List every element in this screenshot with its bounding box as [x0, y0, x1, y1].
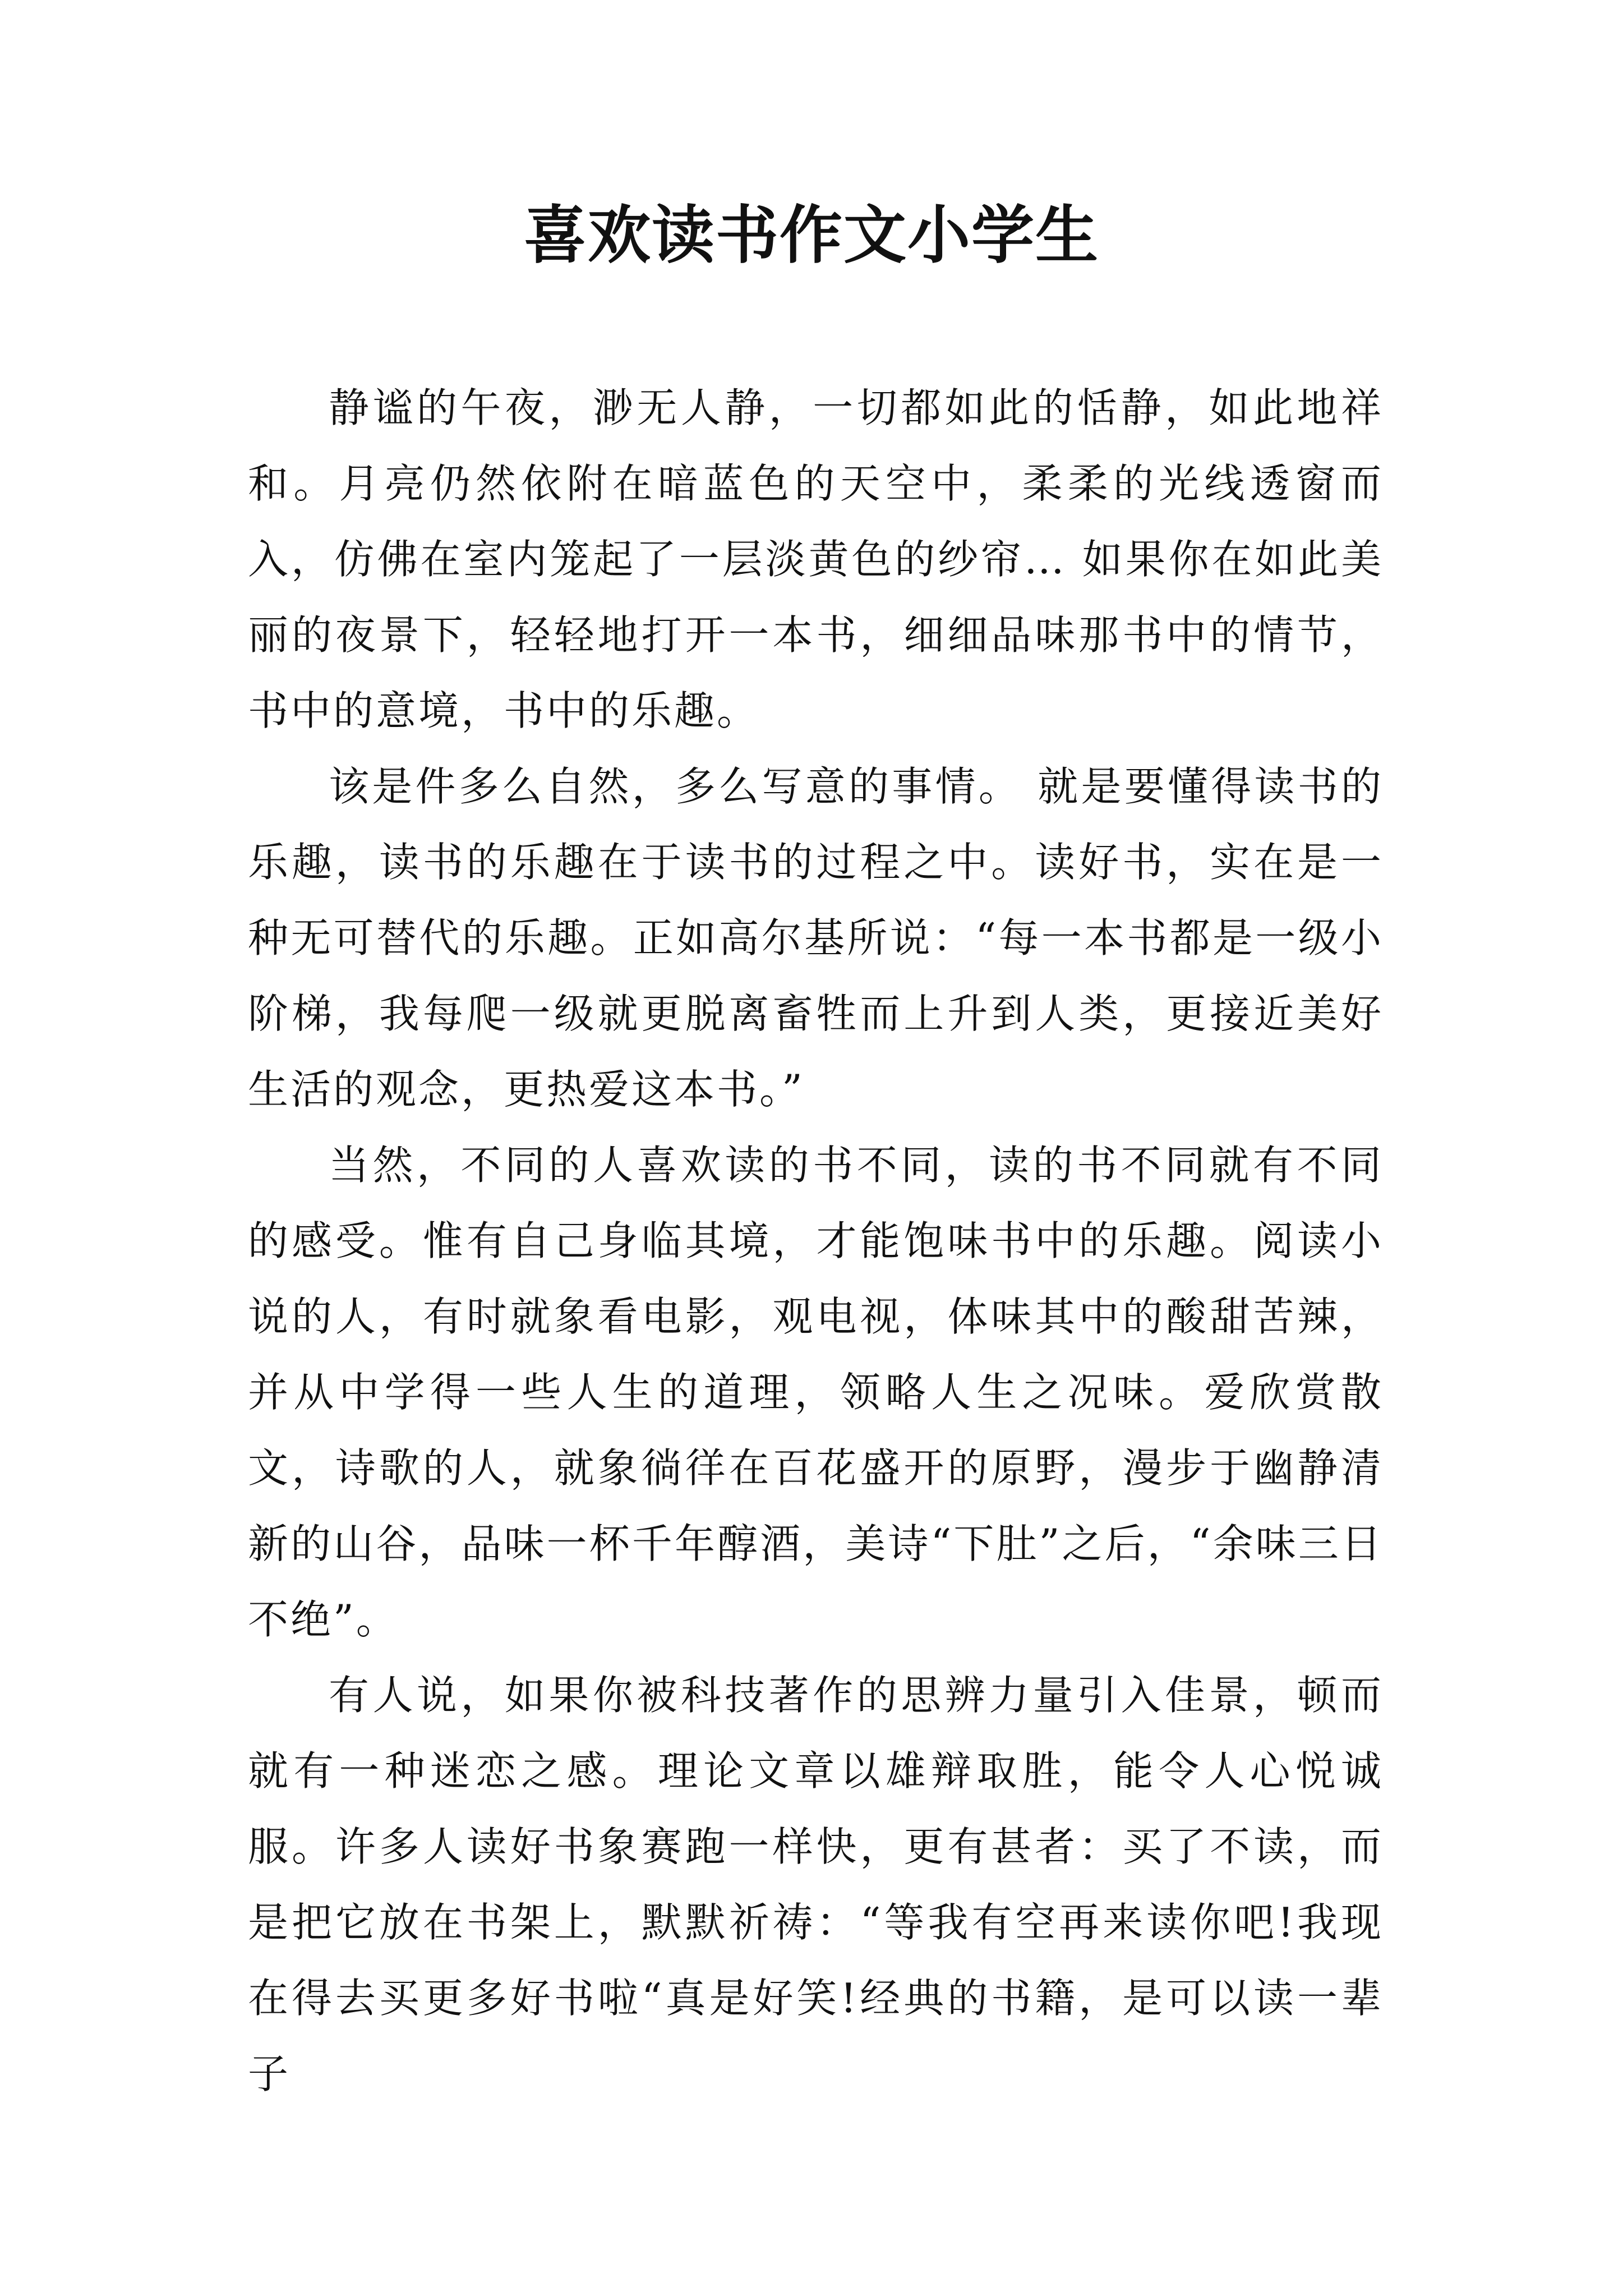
paragraph-1: 静谧的午夜，渺无人静，一切都如此的恬静，如此地祥和。月亮仍然依附在暗蓝色的天空中，柔柔的光线透窗而入，仿佛在室内笼起了一层淡黄色的纱帘… 如果你在如此美丽的夜景下，轻轻地打开一本书，细细品味那书中的情节，书中的意境，书中的乐趣。 — [248, 384, 1384, 734]
document-body — [248, 370, 1384, 2112]
paragraph-4: 有人说，如果你被科技著作的思辨力量引入佳景，顿而就有一种迷恋之感。理论文章以雄辩取胜，能令人心悦诚服。许多人读好书象赛跑一样快，更有甚者：买了不读，而是把它放在书架上，默默祈祷：“等我有空再来读你吧!我现在得去买更多好书啦“真是好笑!经典的书籍，是可以读一辈子 — [248, 1672, 1384, 2097]
paragraph-3: 当然，不同的人喜欢读的书不同，读的书不同就有不同的感受。惟有自己身临其境，才能饱味书中的乐趣。阅读小说的人，有时就象看电影，观电视，体味其中的酸甜苦辣，并从中学得一些人生的道理，领略人生之况味。爱欣赏散文，诗歌的人，就象徜徉在百花盛开的原野，漫步于幽静清新的山谷，品味一杯千年醇酒，美诗“下肚”之后，“余味三日不绝”。 — [248, 1142, 1384, 1643]
document-title: 喜欢读书作文小学生 — [524, 199, 1099, 272]
paragraph-2: 该是件多么自然，多么写意的事情。 就是要懂得读书的乐趣，读书的乐趣在于读书的过程之中。读好书，实在是一种无可替代的乐趣。正如高尔基所说：“每一本书都是一级小阶梯，我每爬一级就更脱离畜牲而上升到人类，更接近美好生活的观念，更热爱这本书。” — [248, 763, 1384, 1113]
